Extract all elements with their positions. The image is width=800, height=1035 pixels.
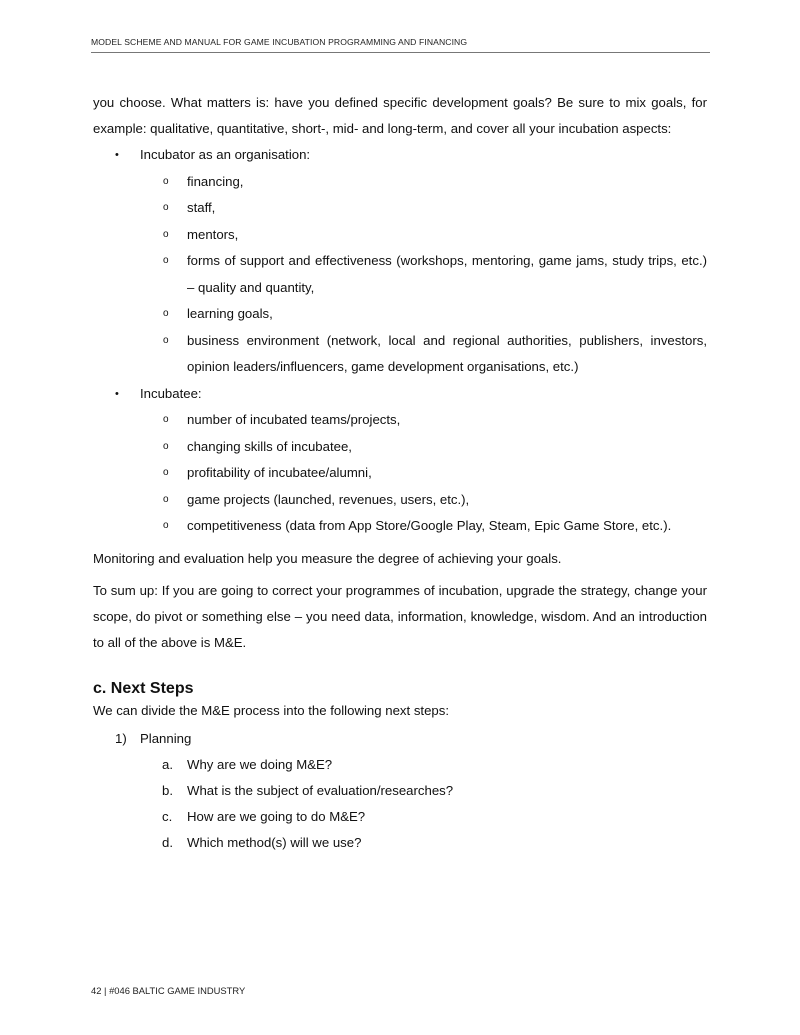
bullet-circle-icon: o bbox=[163, 228, 169, 240]
page-footer: 42 | #046 BALTIC GAME INDUSTRY bbox=[91, 985, 246, 996]
list-item-text: What is the subject of evaluation/researches? bbox=[187, 782, 454, 798]
monitoring-paragraph: Monitoring and evaluation help you measure the degree of achieving your goals. bbox=[93, 550, 562, 566]
list-item bbox=[140, 752, 707, 778]
list-item-text: game projects (launched, revenues, users, etc.), bbox=[187, 491, 470, 507]
list-item bbox=[140, 301, 707, 328]
list-item bbox=[140, 830, 707, 856]
list-item-text: competitiveness (data from App Store/Google Play, Steam, Epic Game Store, etc.). bbox=[187, 518, 672, 533]
list-item bbox=[140, 513, 707, 540]
list-item bbox=[140, 248, 707, 301]
list-item bbox=[140, 460, 707, 487]
bullet-circle-icon: o bbox=[163, 175, 169, 187]
list-item bbox=[140, 195, 707, 222]
list-item bbox=[140, 328, 707, 381]
bullet-circle-icon: o bbox=[163, 308, 169, 319]
list-item-text: number of incubated teams/projects, bbox=[187, 412, 401, 427]
list-item bbox=[140, 169, 707, 196]
running-header: MODEL SCHEME AND MANUAL FOR GAME INCUBATION PROGRAMMING AND FINANCING bbox=[91, 37, 710, 53]
aspect-label: Incubatee: bbox=[140, 385, 202, 401]
step-label: Planning bbox=[140, 730, 192, 746]
list-item bbox=[140, 222, 707, 249]
list-item-text: forms of support and effectiveness (workshops, mentoring, game jams, study trips, etc.) – quality and quantity, bbox=[187, 253, 707, 295]
item-letter: c. bbox=[162, 808, 173, 824]
bullet-circle-icon: o bbox=[163, 520, 169, 531]
aspects-list bbox=[93, 142, 707, 540]
bullet-disc-icon: • bbox=[115, 149, 119, 161]
list-item-text: staff, bbox=[187, 200, 216, 215]
bullet-circle-icon: o bbox=[163, 255, 169, 266]
intro-paragraph: you choose. What matters is: have you defined specific development goals? Be sure to mix goals, for example: qualitative, quantitative, short-, mid- and long-term, and cover all your incubation aspects: bbox=[93, 95, 707, 136]
step-planning bbox=[93, 726, 707, 856]
section-heading: c. Next Steps bbox=[93, 679, 194, 697]
list-item-text: business environment (network, local and regional authorities, publishers, investors, opinion leaders/influencers, game development organisations, etc.) bbox=[187, 332, 707, 374]
summary-paragraph: To sum up: If you are going to correct your programmes of incubation, upgrade the strategy, change your scope, do pivot or something else – you need data, information, knowledge, wisdom. And an introduction to all of the above is M&E. bbox=[93, 582, 707, 650]
bullet-circle-icon: o bbox=[163, 467, 169, 478]
aspect-incubatee bbox=[93, 381, 707, 540]
page-body bbox=[93, 90, 707, 856]
list-item-text: learning goals, bbox=[187, 306, 273, 321]
list-item-text: changing skills of incubatee, bbox=[187, 438, 352, 454]
list-item-text: How are we going to do M&E? bbox=[187, 808, 366, 824]
bullet-circle-icon: o bbox=[163, 334, 169, 346]
aspect-label: Incubator as an organisation: bbox=[140, 147, 311, 162]
incubator-sublist bbox=[140, 169, 707, 381]
aspect-incubator bbox=[93, 142, 707, 381]
list-item-text: profitability of incubatee/alumni, bbox=[187, 465, 372, 480]
list-item-text: financing, bbox=[187, 173, 244, 189]
planning-sublist bbox=[140, 752, 707, 856]
bullet-circle-icon: o bbox=[163, 414, 169, 425]
list-item-text: mentors, bbox=[187, 226, 239, 242]
section-intro: We can divide the M&E process into the following next steps: bbox=[93, 702, 450, 718]
bullet-circle-icon: o bbox=[163, 440, 169, 452]
list-item-text: Why are we doing M&E? bbox=[187, 756, 333, 772]
list-item bbox=[140, 778, 707, 804]
bullet-circle-icon: o bbox=[163, 202, 169, 213]
list-item bbox=[140, 407, 707, 434]
steps-list bbox=[93, 726, 707, 856]
item-letter: d. bbox=[162, 834, 173, 850]
list-item bbox=[140, 487, 707, 514]
item-letter: a. bbox=[162, 756, 173, 772]
item-letter: b. bbox=[162, 782, 173, 798]
bullet-circle-icon: o bbox=[163, 493, 169, 505]
list-item-text: Which method(s) will we use? bbox=[187, 834, 362, 850]
bullet-disc-icon: • bbox=[115, 387, 119, 400]
step-number: 1) bbox=[115, 730, 127, 746]
incubatee-sublist bbox=[140, 407, 707, 540]
list-item bbox=[140, 434, 707, 461]
list-item bbox=[140, 804, 707, 830]
